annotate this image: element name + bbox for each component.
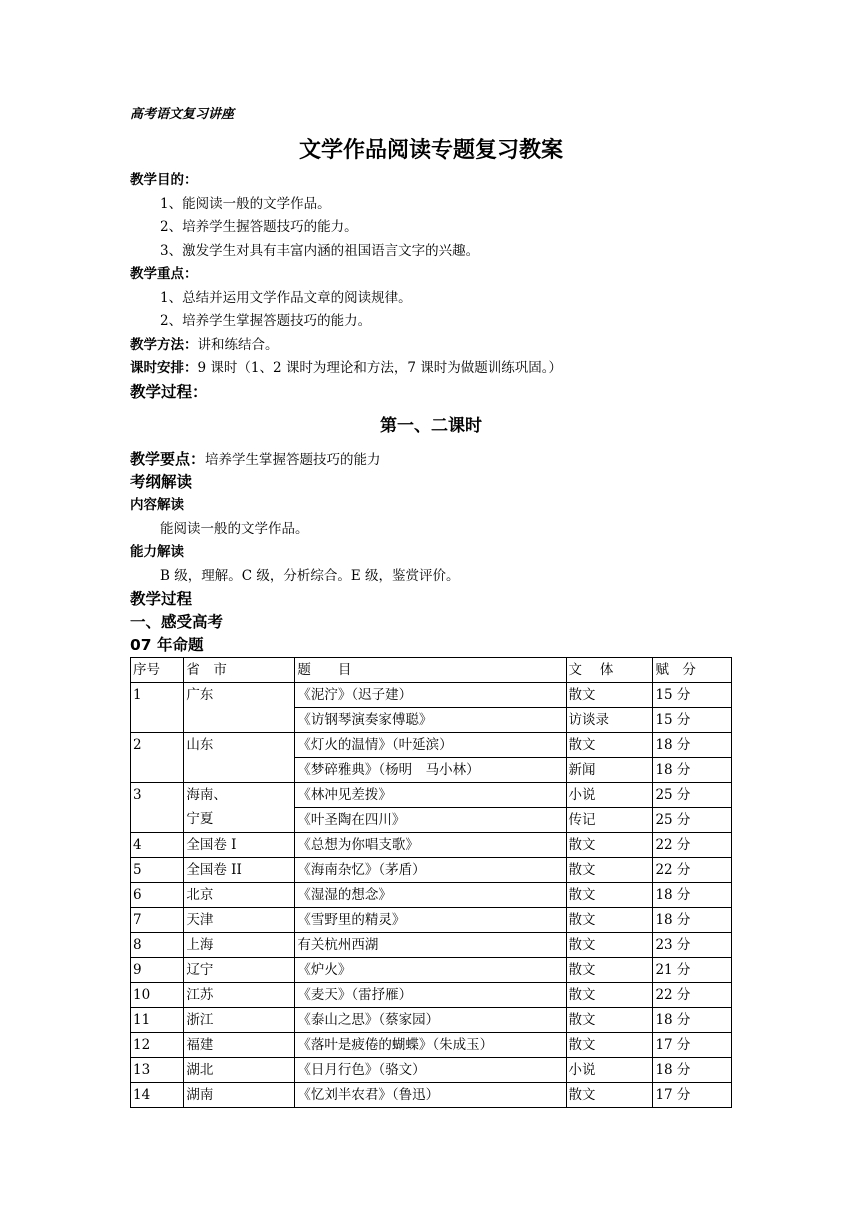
ability-text: B 级，理解。C 级，分析综合。E 级，鉴赏评价。 — [160, 567, 460, 584]
ability-heading: 能力解读 — [130, 544, 184, 560]
province-cell — [184, 983, 295, 1008]
key-point-item: 2、培养学生掌握答题技巧的能力。 — [160, 313, 372, 329]
province-cell — [184, 733, 295, 783]
schedule-line: 课时安排：9 课时（1、2 课时为理论和方法，7 课时为做题训练巩固。） — [130, 360, 562, 376]
title-cell: 《总想为你唱支歌》 — [295, 833, 566, 858]
genre-cell: 散文 — [566, 1033, 653, 1058]
score-cell: 22 分 — [653, 983, 732, 1008]
table-row — [131, 683, 732, 708]
table-row — [131, 1058, 732, 1083]
table-row — [131, 958, 732, 983]
province-name: 上海 — [186, 937, 214, 953]
province-name: 湖北 — [186, 1062, 214, 1078]
title-cell: 《梦碎雅典》（杨明 马小林） — [295, 758, 566, 783]
title-cell: 《湿湿的想念》 — [295, 883, 566, 908]
header-cell-no: 序号 — [131, 658, 184, 683]
table-row — [131, 983, 732, 1008]
lesson-point-line: 教学要点：培养学生掌握答题技巧的能力 — [130, 449, 381, 468]
score-cell: 25 分 — [653, 783, 732, 808]
genre-cell: 新闻 — [566, 758, 653, 783]
province-name: 江苏 — [186, 987, 214, 1003]
table-row — [131, 783, 732, 808]
title-cell: 《泰山之思》（蔡家园） — [295, 1008, 566, 1033]
process2-heading: 教学过程 — [130, 590, 193, 608]
objectives-heading: 教学目的： — [130, 172, 198, 188]
row-number-cell: 12 — [131, 1033, 184, 1058]
section1-heading: 一、感受高考 — [130, 613, 224, 631]
header-cell-title: 题 目 — [295, 658, 566, 683]
title-cell: 有关杭州西湖 — [295, 933, 566, 958]
row-number-cell: 5 — [131, 858, 184, 883]
title-cell: 《炉火》 — [295, 958, 566, 983]
province-name: 山东 — [186, 737, 214, 753]
province-cell — [184, 883, 295, 908]
row-number-cell: 4 — [131, 833, 184, 858]
score-cell: 15 分 — [653, 683, 732, 708]
genre-cell: 访谈录 — [566, 708, 653, 733]
genre-cell: 传记 — [566, 808, 653, 833]
table-row — [131, 1083, 732, 1108]
table-row — [131, 733, 732, 758]
row-number-cell: 10 — [131, 983, 184, 1008]
province-cell — [184, 1058, 295, 1083]
title-cell: 《访钢琴演奏家傅聪》 — [295, 708, 566, 733]
genre-cell: 散文 — [566, 983, 653, 1008]
document-header: 高考语文复习讲座 — [130, 107, 235, 122]
process-heading: 教学过程： — [130, 382, 208, 401]
score-cell: 18 分 — [653, 758, 732, 783]
province-name: 海南、 — [186, 787, 227, 803]
genre-cell: 散文 — [566, 908, 653, 933]
title-cell: 《雪野里的精灵》 — [295, 908, 566, 933]
province-cell — [184, 683, 295, 733]
row-number-cell: 8 — [131, 933, 184, 958]
row-number-cell: 11 — [131, 1008, 184, 1033]
objective-item: 1、能阅读一般的文学作品。 — [160, 195, 331, 212]
title-cell: 《叶圣陶在四川》 — [295, 808, 566, 833]
table-row — [131, 1008, 732, 1033]
score-cell: 15 分 — [653, 708, 732, 733]
key-point-item: 1、总结并运用文学作品文章的阅读规律。 — [160, 289, 412, 306]
province-name: 全国卷 II — [186, 862, 242, 878]
header-cell-genre: 文 体 — [566, 658, 653, 683]
exam-table — [130, 657, 732, 1108]
genre-cell: 散文 — [566, 1008, 653, 1033]
score-cell: 18 分 — [653, 908, 732, 933]
score-cell: 25 分 — [653, 808, 732, 833]
score-cell: 17 分 — [653, 1083, 732, 1108]
province-name: 天津 — [186, 912, 214, 928]
title-cell: 《落叶是疲倦的蝴蝶》（朱成玉） — [295, 1033, 566, 1058]
objective-item: 3、激发学生对具有丰富内涵的祖国语言文字的兴趣。 — [160, 242, 480, 259]
row-number-cell: 14 — [131, 1083, 184, 1108]
content-text: 能阅读一般的文学作品。 — [160, 520, 309, 537]
province-name: 全国卷 I — [186, 837, 237, 853]
row-number-cell: 13 — [131, 1058, 184, 1083]
score-cell: 18 分 — [653, 1008, 732, 1033]
row-number-cell: 9 — [131, 958, 184, 983]
score-cell: 22 分 — [653, 833, 732, 858]
genre-cell: 散文 — [566, 858, 653, 883]
province-name: 福建 — [186, 1037, 214, 1053]
province-cell — [184, 1033, 295, 1058]
province-name: 北京 — [186, 887, 214, 903]
province-cell — [184, 908, 295, 933]
row-number-cell: 2 — [131, 733, 184, 783]
title-cell: 《灯火的温情》（叶延滨） — [295, 733, 566, 758]
row-number-cell: 3 — [131, 783, 184, 833]
score-cell: 18 分 — [653, 1058, 732, 1083]
row-number-cell: 1 — [131, 683, 184, 733]
key-points-heading: 教学重点： — [130, 266, 198, 282]
score-cell: 18 分 — [653, 883, 732, 908]
score-cell: 23 分 — [653, 933, 732, 958]
row-number-cell: 7 — [131, 908, 184, 933]
document-title: 文学作品阅读专题复习教案 — [298, 138, 563, 163]
genre-cell: 散文 — [566, 933, 653, 958]
genre-cell: 散文 — [566, 958, 653, 983]
objective-item: 2、培养学生握答题技巧的能力。 — [160, 219, 358, 235]
score-cell: 21 分 — [653, 958, 732, 983]
content-heading: 内容解读 — [130, 497, 184, 513]
lesson-title: 第一、二课时 — [380, 415, 482, 436]
province-cell — [184, 858, 295, 883]
province-cell — [184, 833, 295, 858]
method-line: 教学方法：讲和练结合。 — [130, 336, 279, 353]
province-cell — [184, 783, 295, 833]
outline-heading: 考纲解读 — [130, 473, 193, 491]
score-cell: 18 分 — [653, 733, 732, 758]
table-row — [131, 833, 732, 858]
score-cell: 17 分 — [653, 1033, 732, 1058]
genre-cell: 散文 — [566, 683, 653, 708]
title-cell: 《忆刘半农君》（鲁迅） — [295, 1083, 566, 1108]
province-name: 浙江 — [186, 1012, 214, 1028]
genre-cell: 散文 — [566, 1083, 653, 1108]
table-header-row — [131, 658, 732, 683]
province-name: 湖南 — [186, 1087, 214, 1103]
province-cell — [184, 1083, 295, 1108]
province-cell — [184, 1008, 295, 1033]
year-heading: 07 年命题 — [130, 636, 204, 654]
province-name: 广东 — [186, 687, 214, 703]
table-row — [131, 908, 732, 933]
province-cell — [184, 933, 295, 958]
title-cell: 《海南杂忆》（茅盾） — [295, 858, 566, 883]
title-cell: 《林冲见差拨》 — [295, 783, 566, 808]
table-body — [131, 683, 732, 1108]
title-cell: 《日月行色》（骆文） — [295, 1058, 566, 1083]
genre-cell: 散文 — [566, 833, 653, 858]
header-cell-province: 省 市 — [184, 658, 295, 683]
province-name: 宁夏 — [186, 811, 214, 827]
genre-cell: 小说 — [566, 1058, 653, 1083]
row-number-cell: 6 — [131, 883, 184, 908]
title-cell: 《泥泞》（迟子建） — [295, 683, 566, 708]
table-row — [131, 858, 732, 883]
score-cell: 22 分 — [653, 858, 732, 883]
table-row — [131, 933, 732, 958]
genre-cell: 散文 — [566, 733, 653, 758]
province-name: 辽宁 — [186, 962, 214, 978]
header-cell-score: 赋 分 — [653, 658, 732, 683]
document-page — [130, 100, 732, 1108]
genre-cell: 散文 — [566, 883, 653, 908]
table-row — [131, 1033, 732, 1058]
province-cell — [184, 958, 295, 983]
title-cell: 《麦天》（雷抒雁） — [295, 983, 566, 1008]
genre-cell: 小说 — [566, 783, 653, 808]
table-row — [131, 883, 732, 908]
